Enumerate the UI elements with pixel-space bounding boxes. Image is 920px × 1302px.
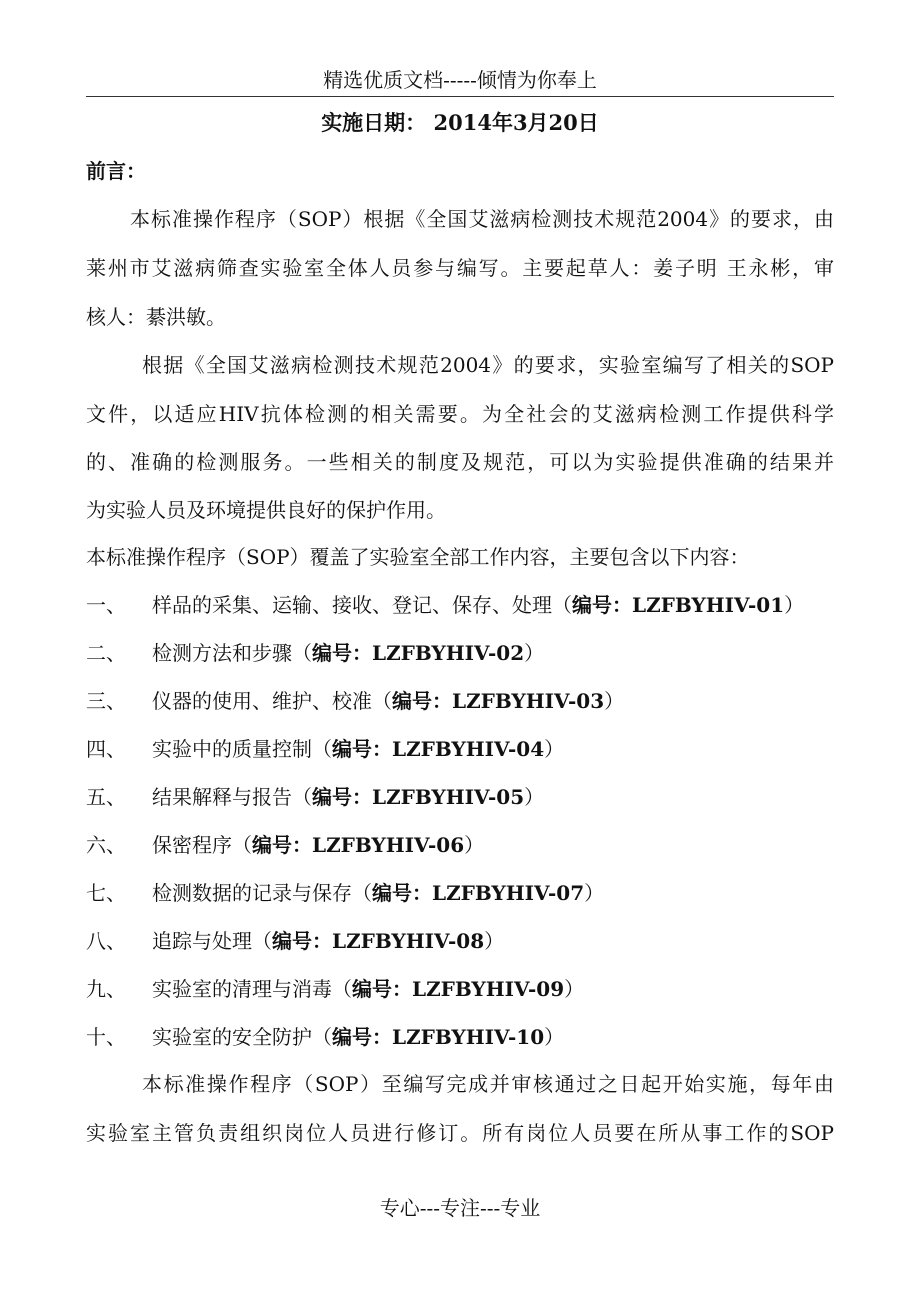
item-code-label: 编号： — [312, 785, 372, 809]
list-item — [86, 830, 834, 860]
item-number: 六、 — [86, 833, 126, 857]
item-code-label: 编号： — [252, 833, 312, 857]
preface-para2-line3: 的、准确的检测服务。一些相关的制度及规范，可以为实验提供准确的结果并 — [86, 450, 834, 474]
preface-para1-line1: 本标准操作程序（SOP）根据《全国艾滋病检测技术规范2004》的要求，由 — [130, 207, 834, 231]
item-code-label: 编号： — [572, 593, 632, 617]
item-code: LZFBYHIV-03 — [452, 689, 605, 713]
preface-heading: 前言： — [86, 159, 146, 183]
list-item — [86, 926, 834, 956]
item-number: 一、 — [86, 593, 126, 617]
preface-intro: 本标准操作程序（SOP）覆盖了实验室全部工作内容，主要包含以下内容： — [86, 545, 750, 569]
item-code: LZFBYHIV-04 — [392, 737, 545, 761]
item-code: LZFBYHIV-08 — [332, 929, 485, 953]
list-item — [86, 1022, 834, 1052]
item-code-label: 编号： — [272, 929, 332, 953]
closing-line1: 本标准操作程序（SOP）至编写完成并审核通过之日起开始实施，每年由 — [142, 1072, 834, 1096]
list-item — [86, 638, 834, 668]
item-close: ） — [564, 977, 585, 1001]
item-text: 实验中的质量控制（ — [152, 737, 332, 761]
item-number: 十、 — [86, 1025, 126, 1049]
implementation-date — [0, 108, 920, 138]
item-close: ） — [524, 785, 545, 809]
item-close: ） — [784, 593, 805, 617]
preface-para1-line3: 核人：綦洪敏。 — [86, 305, 226, 329]
closing-line2: 实验室主管负责组织岗位人员进行修订。所有岗位人员要在所从事工作的SOP — [86, 1121, 834, 1145]
item-text: 检测数据的记录与保存（ — [152, 881, 372, 905]
item-close: ） — [484, 929, 505, 953]
item-close: ） — [584, 881, 605, 905]
page-header: 精选优质文档-----倾情为你奉上 — [323, 68, 597, 92]
item-code: LZFBYHIV-05 — [372, 785, 525, 809]
item-close: ） — [544, 737, 565, 761]
item-code: LZFBYHIV-01 — [632, 593, 785, 617]
item-number: 四、 — [86, 737, 126, 761]
date-value: 2014年3月20日 — [433, 110, 599, 135]
item-close: ） — [524, 641, 545, 665]
preface-para2-line2: 文件，以适应HIV抗体检测的相关需要。为全社会的艾滋病检测工作提供科学 — [86, 402, 834, 426]
date-label: 实施日期： — [321, 110, 427, 135]
list-item — [86, 590, 834, 620]
item-code-label: 编号： — [372, 881, 432, 905]
item-code: LZFBYHIV-06 — [312, 833, 465, 857]
item-number: 七、 — [86, 881, 126, 905]
preface-para1-line2: 莱州市艾滋病筛查实验室全体人员参与编写。主要起草人：姜子明 王永彬，审 — [86, 256, 834, 280]
item-close: ） — [464, 833, 485, 857]
item-code: LZFBYHIV-07 — [432, 881, 585, 905]
item-number: 九、 — [86, 977, 126, 1001]
item-code-label: 编号： — [392, 689, 452, 713]
item-text: 实验室的安全防护（ — [152, 1025, 332, 1049]
list-item — [86, 686, 834, 716]
item-close: ） — [544, 1025, 565, 1049]
item-text: 实验室的清理与消毒（ — [152, 977, 352, 1001]
item-code: LZFBYHIV-09 — [412, 977, 565, 1001]
item-text: 样品的采集、运输、接收、登记、保存、处理（ — [152, 593, 572, 617]
list-item — [86, 878, 834, 908]
item-close: ） — [604, 689, 625, 713]
item-text: 追踪与处理（ — [152, 929, 272, 953]
item-number: 五、 — [86, 785, 126, 809]
item-number: 二、 — [86, 641, 126, 665]
list-item — [86, 782, 834, 812]
preface-para2-line4: 为实验人员及环境提供良好的保护作用。 — [86, 498, 446, 522]
item-text: 保密程序（ — [152, 833, 252, 857]
item-code-label: 编号： — [312, 641, 372, 665]
header-divider — [86, 96, 834, 97]
item-number: 三、 — [86, 689, 126, 713]
item-text: 仪器的使用、维护、校准（ — [152, 689, 392, 713]
item-code: LZFBYHIV-10 — [392, 1025, 545, 1049]
item-code: LZFBYHIV-02 — [372, 641, 525, 665]
page-footer: 专心---专注---专业 — [379, 1196, 541, 1220]
item-code-label: 编号： — [332, 1025, 392, 1049]
list-item — [86, 734, 834, 764]
item-text: 检测方法和步骤（ — [152, 641, 312, 665]
preface-para2-line1: 根据《全国艾滋病检测技术规范2004》的要求，实验室编写了相关的SOP — [142, 353, 834, 377]
item-text: 结果解释与报告（ — [152, 785, 312, 809]
item-code-label: 编号： — [332, 737, 392, 761]
item-number: 八、 — [86, 929, 126, 953]
list-item — [86, 974, 834, 1004]
item-code-label: 编号： — [352, 977, 412, 1001]
